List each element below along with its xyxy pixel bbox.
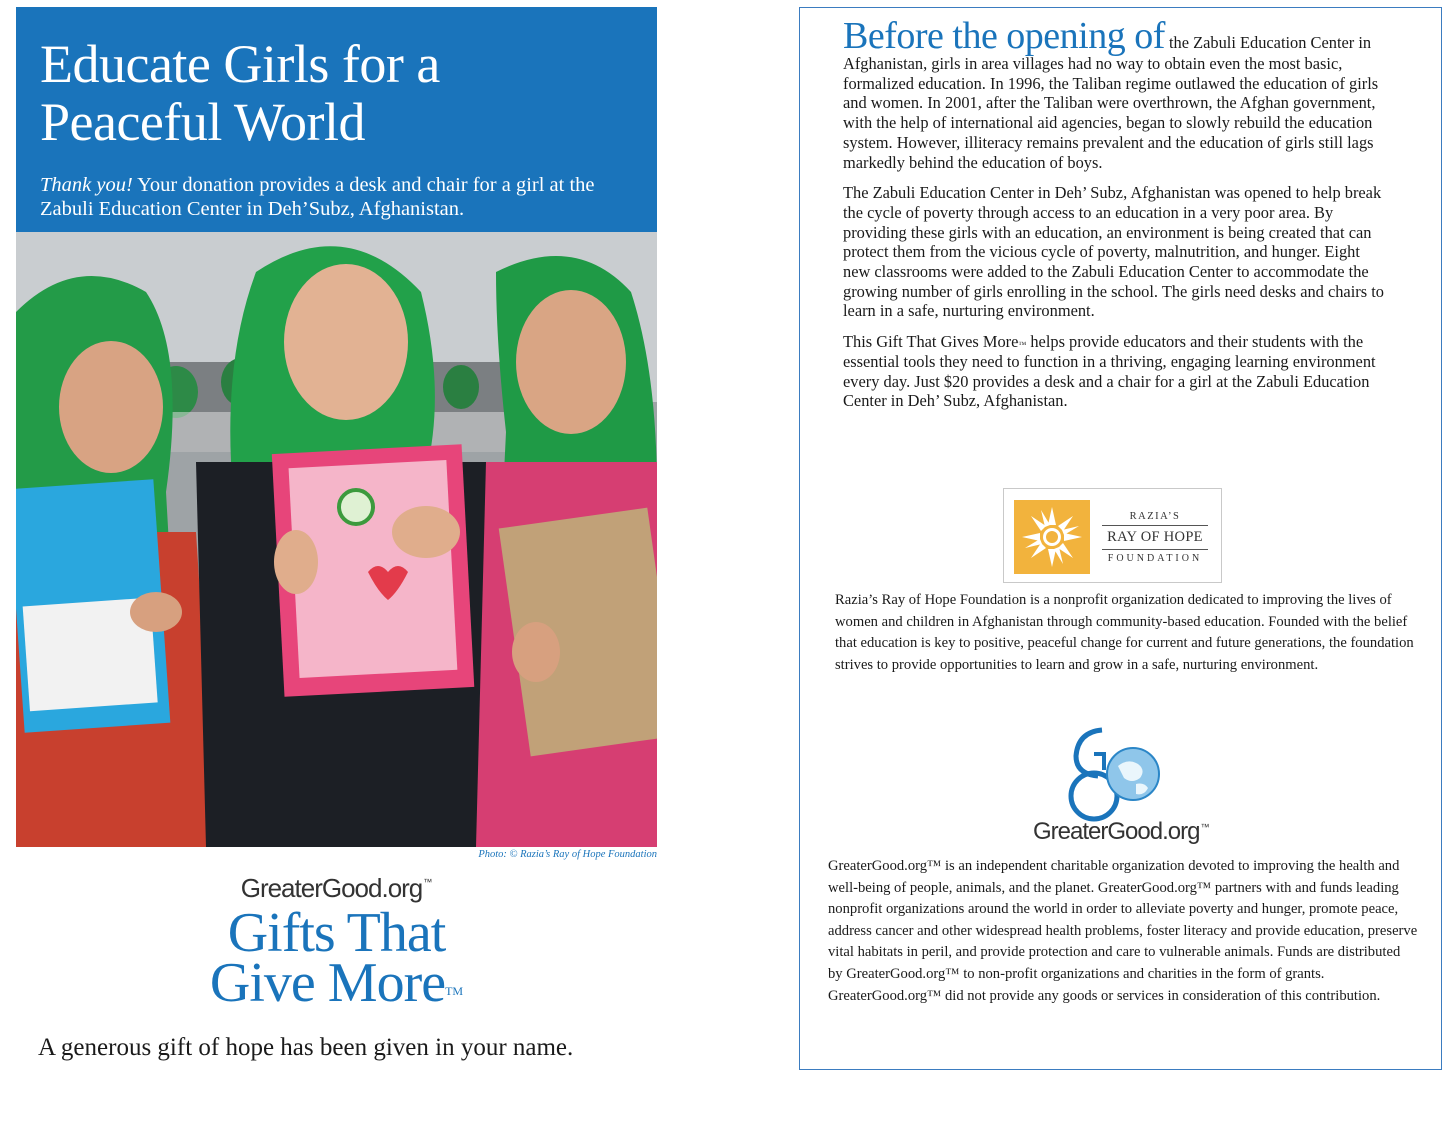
headline: [40, 35, 633, 151]
gifts-line-1: Gifts That: [227, 902, 446, 964]
logo-rule: [1102, 525, 1208, 526]
photo-credit: Photo: © Razia’s Ray of Hope Foundation: [478, 849, 657, 860]
foundation-name-line-3: FOUNDATION: [1107, 553, 1203, 564]
brand-trademark: ™: [423, 877, 433, 887]
paragraph-1-text: the Zabuli Education Center in Afghanistan, girls in area villages had no way to obtain even the most basic, formalized education. In 1996, the Taliban regime outlawed the education of girls and women. In 2001, after the Taliban were overthrown, the Afghan government, with the help of international aid agencies, began to slowly rebuild the education system. However, illiteracy remains prevalent and the education of girls still lags markedly behind the education of boys.: [843, 33, 1379, 172]
paragraph-3-trademark: ™: [1018, 340, 1027, 350]
globe-graphic: [1058, 726, 1168, 824]
sun-icon: [1014, 500, 1090, 574]
photo-illustration: [16, 232, 657, 847]
brand-name: GreaterGood.org: [240, 873, 423, 903]
logo-trademark: ™: [1200, 822, 1210, 832]
logo-wordmark-text: GreaterGood.org: [1033, 818, 1200, 845]
greatergood-logo-wordmark: [1033, 818, 1209, 846]
gifts-line-2: Give More: [209, 952, 446, 1014]
gifts-trademark: TM: [445, 984, 464, 998]
girls-photo: [16, 232, 657, 847]
lead-in-heading: Before the opening of: [843, 15, 1165, 57]
paragraph-3-text: helps provide educators and their students with the essential tools they need to function in a thriving, engaging learning environment every day. Just $20 provides a desk and a chair for a girl at the Zabuli Education Center in Deh’ Subz, Afghanistan.: [843, 332, 1376, 411]
paragraph-2: The Zabuli Education Center in Deh’ Subz, Afghanistan was opened to help break the cycle of poverty through access to an education in a very poor area. By providing these girls with an education, an environment is being created that can protect them from the vicious cycle of poverty, malnutrition, and hunger. Eight new classrooms were added to the Zabuli Education Center to accommodate the growing number of girls enrolling in the school. The girls need desks and chairs to learn in a safe, nurturing environment.: [843, 183, 1384, 321]
greatergood-globe-icon: [1058, 726, 1168, 824]
paragraph-3-lead: This Gift That Gives More: [843, 332, 1019, 352]
headline-line-1: Educate Girls for a: [40, 34, 440, 94]
foundation-description: Razia’s Ray of Hope Foundation is a nonprofit organization dedicated to improving the lives of women and children in Afghanistan through community-based education. Founded with the belief that education is key to positive, peaceful change for current and future generations, the foundation strives to provide opportunities to learn and grow in a safe, nurturing environment.: [835, 592, 1414, 673]
foundation-name-line-2: RAY OF HOPE: [1107, 529, 1203, 545]
article-body: [843, 15, 1388, 422]
razias-ray-of-hope-logo: [1003, 488, 1222, 583]
donation-subtext: [40, 173, 633, 221]
gifts-that-give-more-logo: [0, 902, 673, 1014]
header-banner: [16, 7, 657, 232]
logo-rule-2: [1102, 549, 1208, 550]
paragraph-1: [843, 15, 1388, 172]
tagline: A generous gift of hope has been given in your name.: [38, 1034, 574, 1061]
foundation-name: [1102, 511, 1208, 564]
thank-you-text: Thank you!: [40, 174, 133, 196]
foundation-name-line-1: RAZIA’S: [1129, 511, 1181, 522]
paragraph-3: [843, 332, 1388, 411]
greatergood-description: GreaterGood.org™ is an independent charitable organization devoted to improving the health and well-being of people, animals, and the planet. GreaterGood.org™ partners with and funds leading nonprofit organizations around the world in order to alleviate poverty and hunger, promote peace, address cancer and other widespread health problems, foster literacy and provide education, preserve vital habitats in peril, and provide protection and care to vulnerable animals. Funds are distributed by GreaterGood.org™ to non-profit organizations and charities in the form of grants. GreaterGood.org™ did not provide any goods or services in consideration of this contribution.: [828, 858, 1418, 1004]
donation-text: Your donation provides a desk and chair for a girl at the Zabuli Education Center in Deh’Subz, Afghanistan.: [40, 174, 595, 220]
sun-graphic: [1014, 500, 1090, 574]
greatergood-wordmark: [0, 873, 673, 904]
headline-line-2: Peaceful World: [40, 92, 366, 152]
